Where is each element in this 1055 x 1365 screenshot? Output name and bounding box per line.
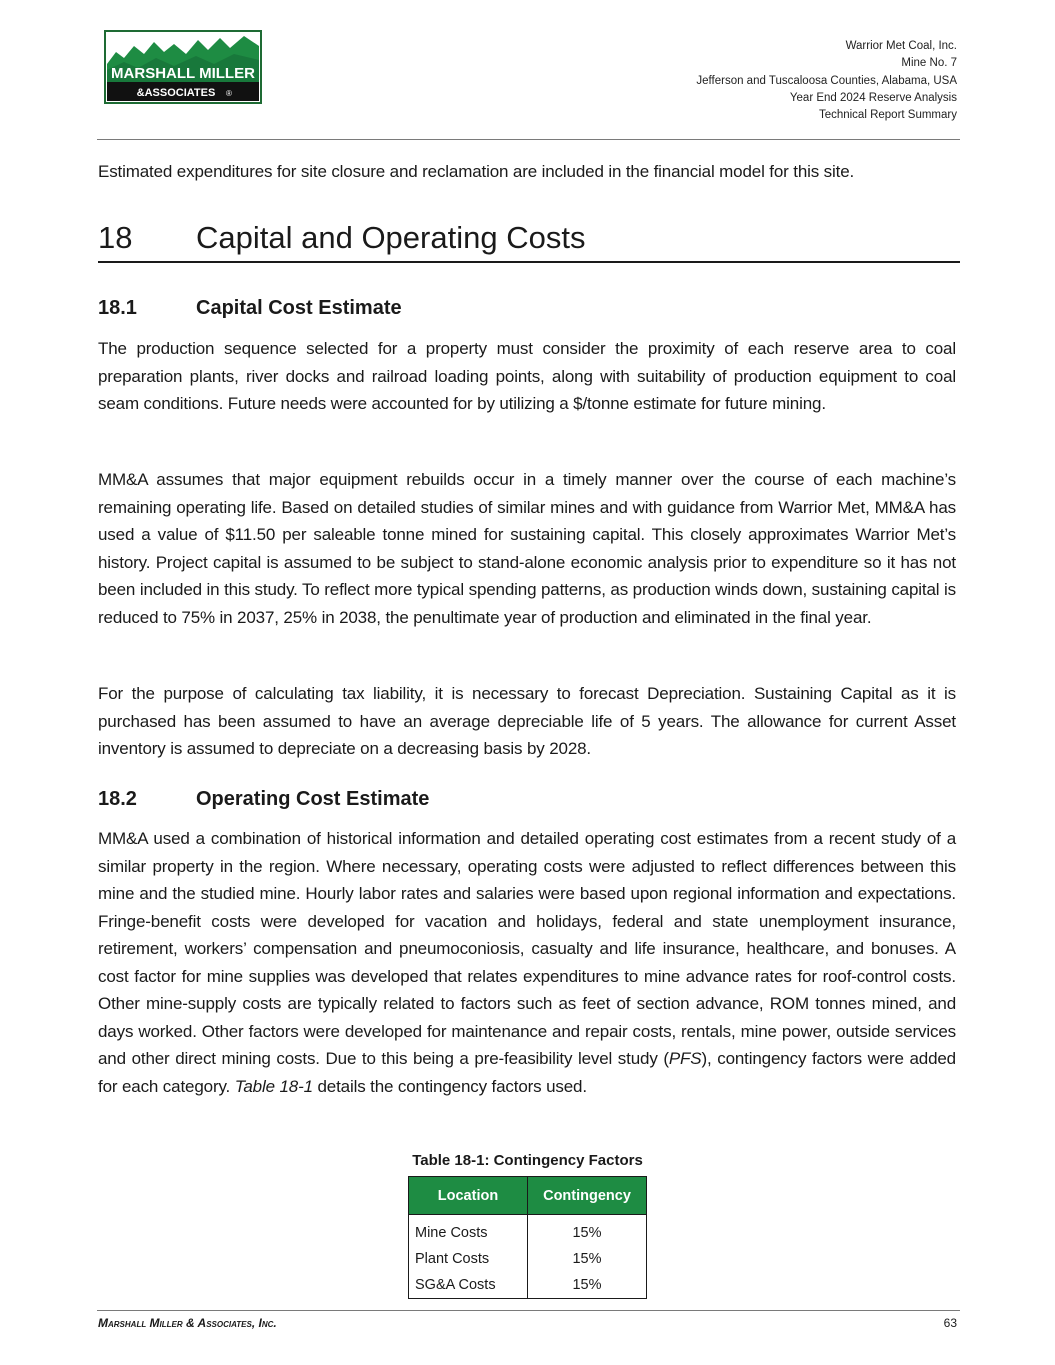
row-location: Plant Costs bbox=[409, 1246, 528, 1272]
section-title: Capital and Operating Costs bbox=[196, 220, 586, 255]
table-reference: Table 18-1 bbox=[234, 1076, 313, 1096]
header-report-type: Technical Report Summary bbox=[818, 109, 957, 122]
header-analysis: Year End 2024 Reserve Analysis bbox=[789, 91, 957, 104]
row-location: Mine Costs bbox=[409, 1220, 528, 1246]
header-location: Jefferson and Tuscaloosa Counties, Alabama, USA bbox=[696, 74, 957, 87]
operating-text: MM&A used a combination of historical information and detailed operating cost estimates from a recent study of a similar property in the region. Where necessary, operating costs were adjusted to reflect differences between this mine and the studied mine. Hourly labor rates and salaries were based upon regional information and expectations. Fringe-benefit costs were developed for vacation and holidays, federal and state unemployment insurance, retirement, workers’ compensation and pneumoconiosis, casualty and life insurance, healthcare, and bonuses. A cost factor for mine supplies was developed that relates expenditures to mine advance rates for roof-control costs. Other mine-supply costs are typically related to factors such as feet of section advance, ROM tonnes mined, and days worked. Other factors were developed for maintenance and repair costs, rentals, mine power, outside services and other direct mining costs. Due to this being a pre-feasibility level study ( bbox=[98, 829, 956, 1068]
table-row bbox=[409, 1246, 647, 1272]
subsection-number: 18.1 bbox=[98, 297, 137, 319]
intro-paragraph: Estimated expenditures for site closure and reclamation are included in the financial model for this site. bbox=[98, 162, 855, 181]
header-mine: Mine No. 7 bbox=[901, 57, 957, 70]
section-heading bbox=[98, 220, 960, 263]
capital-paragraph-1: The production sequence selected for a property must consider the proximity of each reserve area to coal preparation plants, river docks and railroad loading points, along with suitability of production equipment to coal seam conditions. Future needs were accounted for by utilizing a $/tonne estimate for future mining. bbox=[98, 339, 956, 413]
document-header-info bbox=[696, 38, 957, 124]
table-row bbox=[409, 1272, 647, 1299]
row-contingency: 15% bbox=[528, 1272, 647, 1299]
pfs-abbreviation: PFS bbox=[668, 1049, 702, 1068]
logo-line2: &ASSOCIATES bbox=[136, 87, 216, 99]
row-contingency: 15% bbox=[528, 1246, 647, 1272]
capital-paragraph-2: MM&A assumes that major equipment rebuilds occur in a timely manner over the course of each machine’s remaining operating life. Based on detailed studies of similar mines and with guidance from Warrior Met, MM&A has used a value of $11.50 per saleable tonne mined for sustaining capital. This closely approximates Warrior Met’s history. Project capital is assumed to be subject to stand-alone economic analysis prior to expenditure so it has not been included in this study. To reflect more typical spending patterns, as production winds down, sustaining capital is reduced to 75% in 2037, 25% in 2038, the penultimate year of production and eliminated in the final year. bbox=[98, 470, 956, 627]
row-location: SG&A Costs bbox=[409, 1272, 528, 1299]
capital-paragraph-3: For the purpose of calculating tax liability, it is necessary to forecast Depreciation. Sustaining Capital as it is purchased has been assumed to have an average depreciable life of 5 years. The allowance for current Asset inventory is assumed to depreciate on a decreasing basis by 2028. bbox=[98, 684, 956, 758]
column-header-location: Location bbox=[409, 1177, 528, 1215]
table-row bbox=[409, 1220, 647, 1246]
operating-text-2: ), contingency factors were added for each category. bbox=[98, 1049, 956, 1096]
contingency-table bbox=[408, 1176, 647, 1299]
header-company: Warrior Met Coal, Inc. bbox=[845, 40, 957, 52]
operating-text-end: details the contingency factors used. bbox=[312, 1076, 587, 1096]
logo-line1: MARSHALL MILLER bbox=[111, 65, 255, 82]
operating-paragraph bbox=[98, 825, 956, 1100]
table-caption: Table 18-1: Contingency Factors bbox=[412, 1152, 643, 1169]
section-number: 18 bbox=[98, 220, 133, 255]
row-contingency: 15% bbox=[528, 1220, 647, 1246]
logo-registered-mark: ® bbox=[226, 89, 232, 98]
subsection-title: Operating Cost Estimate bbox=[196, 788, 430, 810]
footer-company: Marshall Miller & Associates, Inc. bbox=[98, 1316, 277, 1330]
page-number: 63 bbox=[943, 1316, 957, 1330]
column-header-contingency: Contingency bbox=[528, 1177, 647, 1215]
footer-divider bbox=[97, 1310, 960, 1311]
subsection-title: Capital Cost Estimate bbox=[196, 297, 402, 319]
header-divider bbox=[97, 139, 960, 140]
subsection-number: 18.2 bbox=[98, 788, 137, 810]
marshall-miller-logo bbox=[104, 30, 262, 104]
